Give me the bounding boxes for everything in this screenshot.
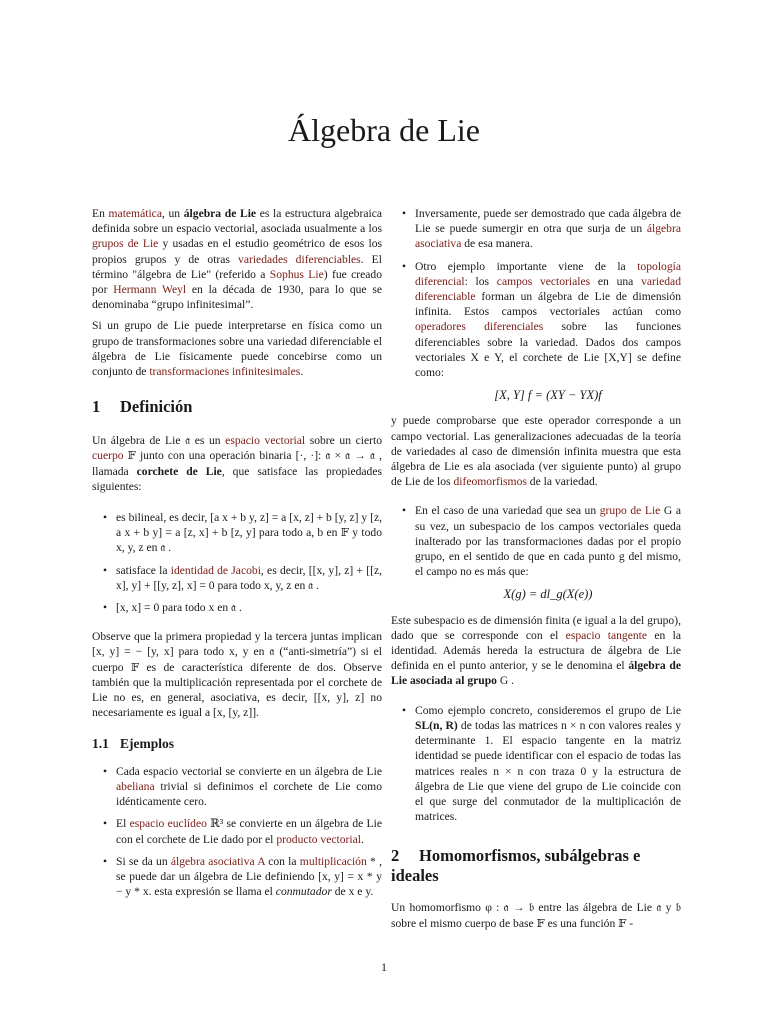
list-item: • [x, x] = 0 para todo x en 𝔞 . xyxy=(116,600,382,615)
vector-field-paragraph: y puede comprobarse que este operador corresponde a un campo vectorial. Las generalizaciones adecuadas de la teoría de variedades al caso de dimensión infinita muestra que esta álgebra de Lie es ala asociada (ver siguiente punto) al grupo de Lie de los difeomorfismos de la variedad. xyxy=(391,414,681,489)
section-heading-definicion: 1 Definición xyxy=(92,397,193,417)
left-column xyxy=(92,206,382,907)
list-item: • Si se da un álgebra asociativa A con la multiplicación * , se puede dar un álgebra de Lie definiendo [x, y] = x * y − y * x. esta expresión se llama el conmutador de x e y. xyxy=(116,854,382,900)
equation-left-invariant: X(g) = dl_g(X(e)) xyxy=(503,587,593,602)
list-item: • Como ejemplo concreto, consideremos el grupo de Lie SL(n, R) de todas las matrices n × n con valores reales y determinante 1. El espacio tangente en la matriz identidad se puede identificar con el espacio de todas las matrices reales n × n con traza 0 y la estructura de álgebra de Lie que viene del grupo de Lie coincide con el que surge del conmutador de la multiplicación de matrices. xyxy=(415,703,681,825)
list-item: • Otro ejemplo importante viene de la topología diferencial: los campos vectoriales en una variedad diferenciable forman un álgebra de Lie de dimensión infinita. Estos campos vectoriales actúan como operadores diferenciales sobre las funciones diferenciables sobre la variedad. Dados dos campos vectoriales X e Y, el corchete de Lie [X,Y] se define como: [X, Y] f = (XY − YX)f xyxy=(415,259,681,404)
link-grupo-de-lie[interactable]: grupo de Lie xyxy=(599,504,661,518)
section-heading-homomorfismos: 2 Homomorfismos, subálgebras e ideales xyxy=(391,846,641,886)
link-espacio-vectorial[interactable]: espacio vectorial xyxy=(225,434,306,448)
link-operadores-diferenciales[interactable]: operadores diferenciales xyxy=(415,320,544,334)
list-item: • Inversamente, puede ser demostrado que cada álgebra de Lie se puede sumergir en otra que surja de un álgebra asociativa de esa manera. xyxy=(415,206,681,252)
link-cuerpo[interactable]: cuerpo xyxy=(92,449,124,463)
lie-group-list xyxy=(391,503,681,602)
list-item: • Cada espacio vectorial se convierte en un álgebra de Lie abeliana trivial si definimos el corchete de Lie como idénticamente cero. xyxy=(116,764,382,810)
link-grupos-de-lie[interactable]: grupos de Lie xyxy=(92,237,159,251)
page-number: 1 xyxy=(381,960,387,974)
sl-example-list xyxy=(391,703,681,825)
link-espacio-tangente[interactable]: espacio tangente xyxy=(565,628,648,642)
link-topologia-diferencial[interactable]: topología diferencial xyxy=(415,259,681,288)
link-difeomorfismos[interactable]: difeomorfismos xyxy=(453,475,527,489)
link-campos-vectoriales[interactable]: campos vectoriales xyxy=(496,274,591,288)
list-item: • es bilineal, es decir, [a x + b y, z] = a [x, z] + b [y, z] y [z, a x + b y] = a [z, x] + b [z, y] para todo a, b en 𝔽 y todo x, y, z en 𝔞 . xyxy=(116,510,382,556)
page-title: Álgebra de Lie xyxy=(288,112,480,148)
link-matematica[interactable]: matemática xyxy=(108,207,162,220)
link-sophus-lie[interactable]: Sophus Lie xyxy=(269,267,324,281)
list-item: • El espacio euclídeo ℝ³ se convierte en un álgebra de Lie con el corchete de Lie dado por el producto vectorial. xyxy=(116,816,382,846)
link-hermann-weyl[interactable]: Hermann Weyl xyxy=(113,283,187,297)
link-algebra-asociativa-2[interactable]: álgebra asociativa xyxy=(415,222,681,251)
link-identidad-de-jacobi[interactable]: identidad de Jacobi xyxy=(170,563,261,577)
link-abeliana[interactable]: abeliana xyxy=(116,779,155,793)
list-item: • En el caso de una variedad que sea un grupo de Lie G a su vez, un subespacio de los campos vectoriales queda inalterado por las transformaciones dadas por el propio grupo, en el sentido de que en cada punto g del mismo, el campo no es más que: X(g) = dl_g(X(e)) xyxy=(415,503,681,602)
link-multiplicacion[interactable]: multiplicación xyxy=(299,854,367,868)
link-algebra-asociativa[interactable]: álgebra asociativa A xyxy=(170,854,265,868)
right-column xyxy=(391,206,681,937)
definition-paragraph: Un álgebra de Lie 𝔞 es un espacio vectorial sobre un cierto cuerpo 𝔽 junto con una operación binaria [·, ·]: 𝔞 × 𝔞 → 𝔞 , llamada corchete de Lie, que satisface las propiedades siguientes: xyxy=(92,434,382,493)
subsection-heading-ejemplos: 1.1 Ejemplos xyxy=(92,736,174,752)
observation-paragraph: Observe que la primera propiedad y la tercera juntas implican [x, y] = − [y, x] para todo x, y en 𝔞 (“anti-simetría”) si el cuerpo 𝔽 es de característica diferente de dos. Observe también que la multiplicación representada por el corchete de Lie no es, en general, asociativa, es decir, [[x, y], z] no necesariamente es igual a [x, [y, z]]. xyxy=(92,630,382,720)
intro-paragraph: En matemática, un álgebra de Lie es la estructura algebraica definida sobre un espacio vectorial, asociada usualmente a los grupos de Lie y usadas en el estudio geométrico de esos los propios grupos y de otras variedades diferenciables. El término "álgebra de Lie" (referido a Sophus Lie) fue creado por Hermann Weyl en la década de 1930, para lo que se denominaba “grupo infinitesimal”. xyxy=(92,207,383,312)
tangent-space-paragraph: Este subespacio es de dimensión finita (e igual a la del grupo), dado que se corresponde con el espacio tangente en la identidad. Además hereda la estructura de álgebra de Lie definida en el punto anterior, y se le denomina el álgebra de Lie asociada al grupo G . xyxy=(391,613,682,688)
homomorphism-paragraph: Un homomorfismo φ : 𝔞 → 𝔟 entre las álgebra de Lie 𝔞 y 𝔟 sobre el mismo cuerpo de base 𝔽 es una función 𝔽 - xyxy=(391,901,681,930)
examples-list-continued xyxy=(391,206,681,403)
intro-paragraph-2: Si un grupo de Lie puede interpretarse en física como un grupo de transformaciones sobre una variedad diferenciable el álgebra de Lie físicamente puede concebirse como un conjunto de transformaciones infinitesimales. xyxy=(92,319,382,379)
examples-list xyxy=(92,764,382,900)
list-item: • satisface la identidad de Jacobi, es decir, [[x, y], z] + [[z, x], y] + [[y, z], x] = 0 para todo x, y, z en 𝔞 . xyxy=(116,563,382,593)
link-transformaciones-infinitesimales[interactable]: transformaciones infinitesimales xyxy=(149,365,301,379)
equation-lie-bracket: [X, Y] f = (XY − YX)f xyxy=(494,388,602,403)
link-variedades-diferenciables[interactable]: variedades diferenciables xyxy=(238,252,361,266)
properties-list xyxy=(92,510,382,615)
link-variedad-diferenciable[interactable]: variedad diferenciable xyxy=(415,274,681,304)
link-producto-vectorial[interactable]: producto vectorial xyxy=(276,832,361,846)
link-espacio-euclideo[interactable]: espacio euclídeo xyxy=(129,817,207,831)
